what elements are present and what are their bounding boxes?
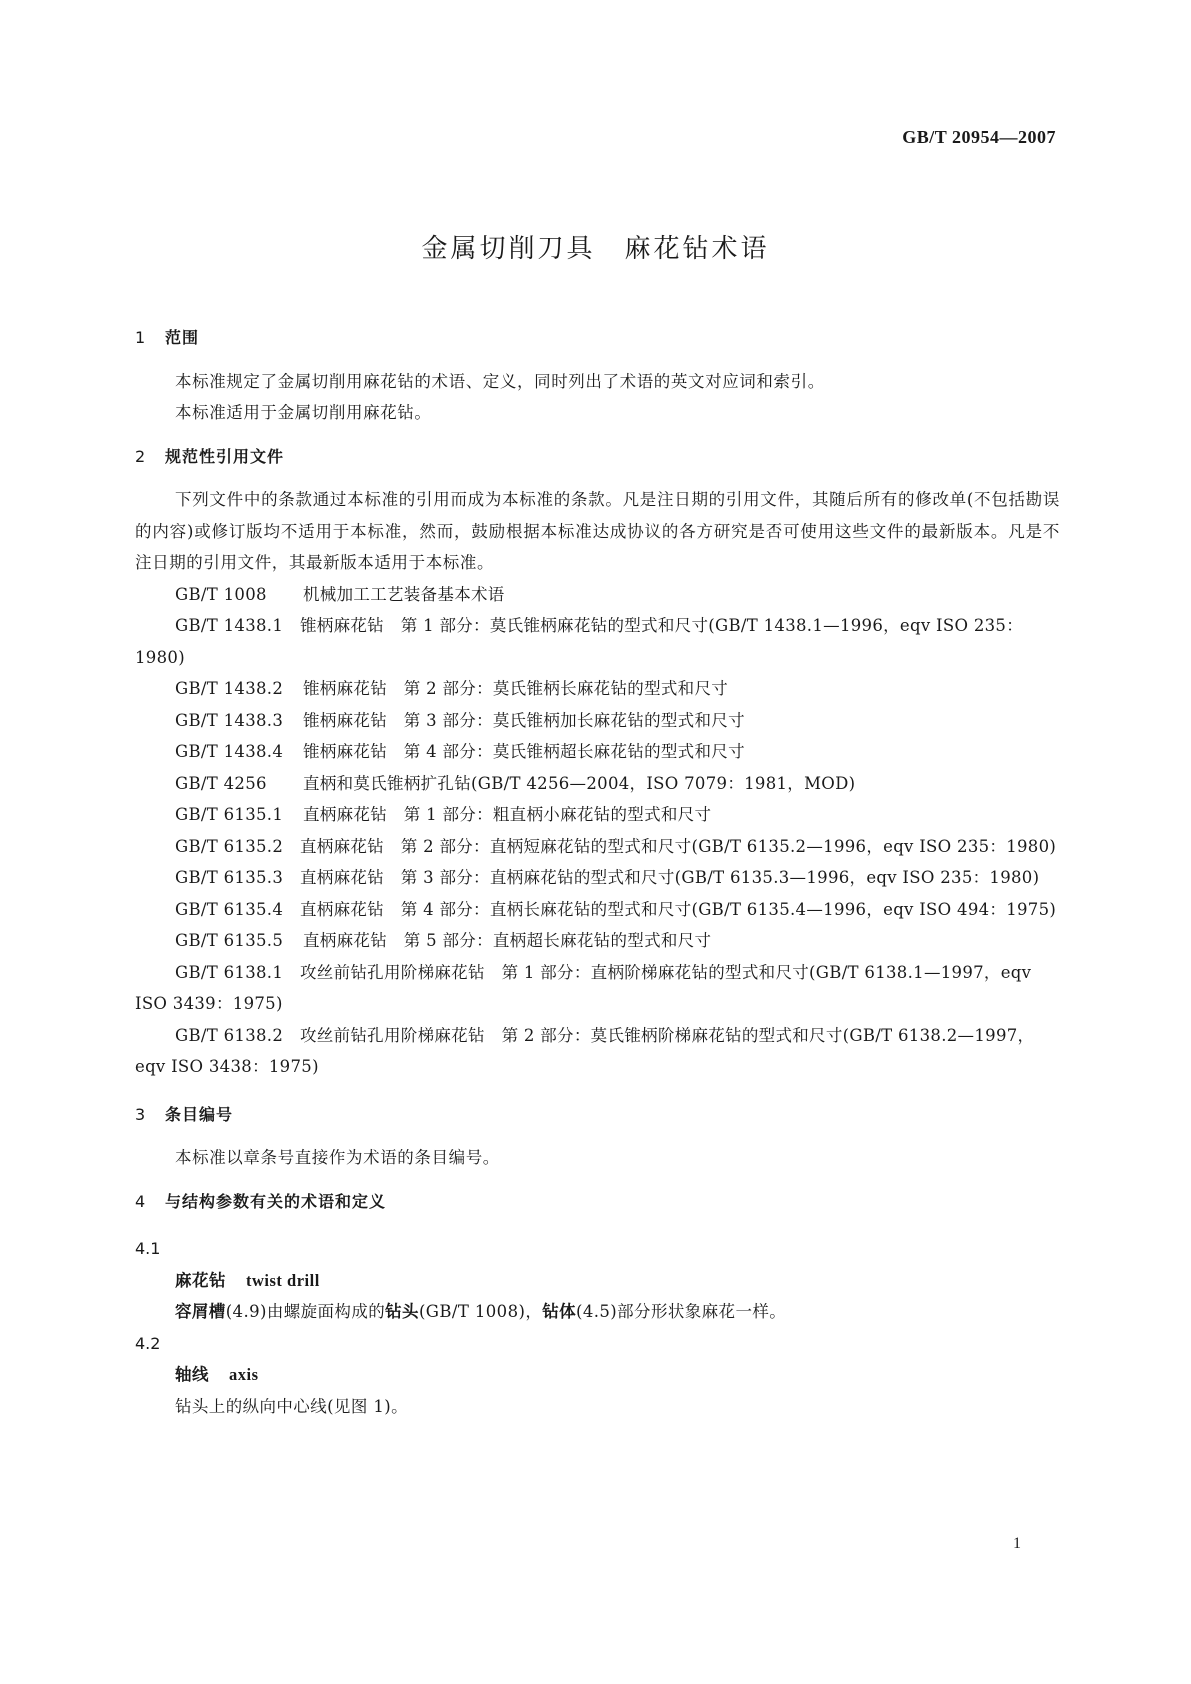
scope-paragraph-1: 本标准规定了金属切削用麻花钻的术语、定义，同时列出了术语的英文对应词和索引。 <box>175 371 825 391</box>
term-chinese: 轴线 <box>175 1365 209 1384</box>
reference-item <box>135 768 1060 800</box>
term-entry <box>135 1265 1060 1297</box>
section-number: 2 <box>135 446 147 466</box>
reference-title: 直柄麻花钻 第 1 部分：粗直柄小麻花钻的型式和尺寸 <box>303 805 712 824</box>
reference-item <box>135 957 1060 1020</box>
definition-text: (GB/T 1008)， <box>418 1302 543 1321</box>
scope-paragraph-2: 本标准适用于金属切削用麻花钻。 <box>175 403 432 422</box>
term-reference: 容屑槽 <box>175 1302 226 1321</box>
reference-code: GB/T 1438.2 <box>175 679 284 698</box>
reference-code: GB/T 1438.3 <box>175 710 284 730</box>
document-title: 金属切削刀具 麻花钻术语 <box>421 234 770 264</box>
reference-title: 直柄和莫氏锥柄扩孔钻(GB/T 4256—2004，ISO 7079：1981，MOD) <box>303 773 856 793</box>
reference-item <box>135 862 1060 894</box>
reference-code: GB/T 6138.1 <box>175 962 284 982</box>
reference-code: GB/T 6135.4 <box>175 899 284 919</box>
definition-text: (4.5)部分形状象麻花一样。 <box>576 1302 787 1321</box>
reference-code: GB/T 1008 <box>175 584 267 604</box>
reference-item <box>135 799 1060 831</box>
reference-item <box>135 736 1060 768</box>
term-reference: 钻体 <box>542 1302 577 1321</box>
term-english: axis <box>229 1365 259 1384</box>
reference-title: 锥柄麻花钻 第 1 部分：莫氏锥柄麻花钻的型式和尺寸(GB/T 1438.1—1996，eqv ISO 235：1980) <box>135 616 1024 667</box>
reference-item <box>135 705 1060 737</box>
section-number: 4 <box>135 1191 147 1211</box>
section-title: 范围 <box>165 328 200 347</box>
reference-item <box>135 831 1060 863</box>
section-title: 条目编号 <box>165 1104 234 1124</box>
page-number: 1 <box>1013 1535 1021 1552</box>
reference-code: GB/T 1438.4 <box>175 742 284 761</box>
section-title: 与结构参数有关的术语和定义 <box>165 1191 387 1211</box>
reference-item <box>135 579 1060 611</box>
reference-title: 机械加工工艺装备基本术语 <box>303 584 505 604</box>
reference-title: 直柄麻花钻 第 3 部分：直柄麻花钻的型式和尺寸(GB/T 6135.3—1996，eqv ISO 235：1980) <box>299 868 1040 887</box>
document-body <box>135 322 1060 1422</box>
reference-title: 直柄麻花钻 第 4 部分：直柄长麻花钻的型式和尺寸(GB/T 6135.4—1996，eqv ISO 494：1975) <box>299 899 1057 919</box>
section-3-heading <box>135 1099 1060 1131</box>
term-english: twist drill <box>246 1270 320 1290</box>
reference-code: GB/T 6135.3 <box>175 868 284 887</box>
reference-title: 锥柄麻花钻 第 3 部分：莫氏锥柄加长麻花钻的型式和尺寸 <box>303 710 745 730</box>
reference-title: 直柄麻花钻 第 5 部分：直柄超长麻花钻的型式和尺寸 <box>303 931 712 950</box>
section-4-heading <box>135 1186 1060 1218</box>
reference-item <box>135 610 1060 673</box>
reference-title: 攻丝前钻孔用阶梯麻花钻 第 1 部分：直柄阶梯麻花钻的型式和尺寸(GB/T 6138.1—1997，eqv ISO 3439：1975) <box>135 962 1032 1013</box>
term-number: 4.1 <box>135 1239 161 1258</box>
term-chinese: 麻花钻 <box>175 1270 226 1290</box>
definition-text: (4.9)由螺旋面构成的 <box>225 1302 386 1321</box>
reference-title: 锥柄麻花钻 第 4 部分：莫氏锥柄超长麻花钻的型式和尺寸 <box>303 742 745 761</box>
term-reference: 钻头 <box>385 1302 419 1321</box>
numbering-paragraph: 本标准以章条号直接作为术语的条目编号。 <box>175 1148 500 1167</box>
section-1-heading <box>135 322 1060 354</box>
references-intro: 下列文件中的条款通过本标准的引用而成为本标准的条款。凡是注日期的引用文件，其随后所有的修改单(不包括勘误的内容)或修订版均不适用于本标准，然而，鼓励根据本标准达成协议的各方研究是否可使用这些文件的最新版本。凡是不注日期的引用文件，其最新版本适用于本标准。 <box>135 490 1060 572</box>
term-entry <box>135 1359 1060 1391</box>
section-number: 1 <box>135 328 147 347</box>
reference-code: GB/T 4256 <box>175 773 267 793</box>
reference-item <box>135 673 1060 705</box>
reference-code: GB/T 6135.1 <box>175 805 284 824</box>
reference-title: 攻丝前钻孔用阶梯麻花钻 第 2 部分：莫氏锥柄阶梯麻花钻的型式和尺寸(GB/T 6138.2—1997，eqv ISO 3438：1975) <box>135 1025 1035 1076</box>
standard-code: GB/T 20954—2007 <box>902 127 1056 147</box>
reference-code: GB/T 1438.1 <box>175 616 284 635</box>
section-number: 3 <box>135 1104 147 1124</box>
reference-item <box>135 1020 1060 1083</box>
reference-code: GB/T 6135.2 <box>175 836 284 856</box>
term-number: 4.2 <box>135 1333 161 1353</box>
reference-item <box>135 894 1060 926</box>
reference-code: GB/T 6135.5 <box>175 931 284 950</box>
reference-title: 锥柄麻花钻 第 2 部分：莫氏锥柄长麻花钻的型式和尺寸 <box>303 679 729 698</box>
reference-title: 直柄麻花钻 第 2 部分：直柄短麻花钻的型式和尺寸(GB/T 6135.2—1996，eqv ISO 235：1980) <box>299 836 1057 856</box>
term-definition <box>135 1296 1060 1328</box>
reference-code: GB/T 6138.2 <box>175 1025 284 1045</box>
section-2-heading <box>135 441 1060 473</box>
term-definition: 钻头上的纵向中心线(见图 1)。 <box>175 1396 409 1416</box>
section-title: 规范性引用文件 <box>165 446 285 466</box>
reference-item <box>135 925 1060 957</box>
